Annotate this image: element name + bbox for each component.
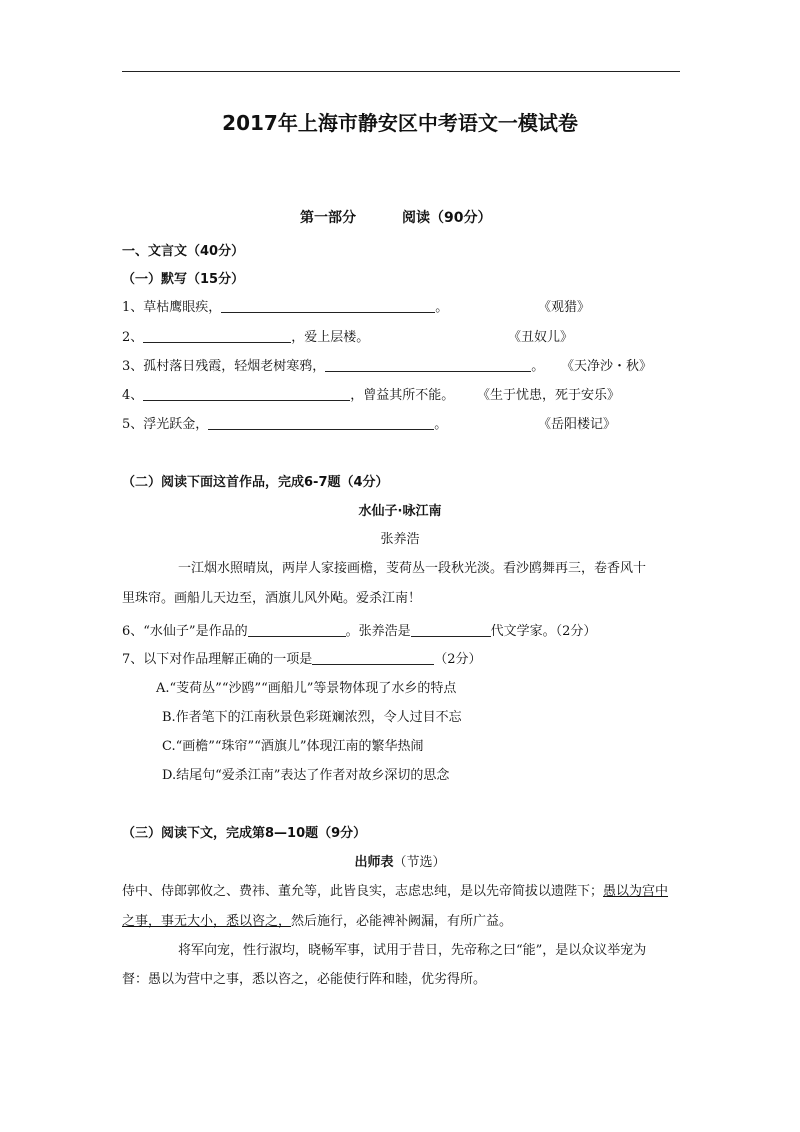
question-6 bbox=[122, 620, 596, 639]
q7-part-a: 7、以下对作品理解正确的一项是 bbox=[122, 652, 313, 667]
item-prompt: 5、浮光跃金， bbox=[122, 417, 209, 432]
answer-blank[interactable] bbox=[248, 621, 346, 637]
text-p2-line-1: 将军向宠，性行淑均，晓畅军事，试用于昔日，先帝称之曰“能”，是以众议举宠为 bbox=[178, 943, 647, 958]
p1-text: 然后施行，必能裨补阙漏，有所广益。 bbox=[291, 914, 513, 929]
subsection-heading-2: （二）阅读下面这首作品，完成6-7题（4分） bbox=[122, 475, 389, 490]
answer-blank[interactable] bbox=[325, 356, 531, 372]
item-prompt: 1、草枯鹰眼疾， bbox=[122, 300, 222, 315]
item-source: 《天净沙・秋》 bbox=[561, 359, 653, 374]
section-heading: 一、文言文（40分） bbox=[122, 244, 245, 259]
answer-blank[interactable] bbox=[312, 649, 434, 665]
part-label: 第一部分 bbox=[300, 210, 356, 226]
answer-blank[interactable] bbox=[143, 327, 291, 343]
dictation-item-3 bbox=[122, 355, 544, 374]
option-d: D.结尾句“爱杀江南”表达了作者对故乡深切的思念 bbox=[162, 768, 450, 783]
item-tail: ，曾益其所不能。 bbox=[350, 388, 455, 403]
q6-part-a: 6、“水仙子”是作品的 bbox=[122, 624, 248, 639]
option-b: B.作者笔下的江南秋景色彩斑斓浓烈，令人过目不忘 bbox=[162, 710, 462, 725]
p1-underlined: 愚以为宫中 bbox=[603, 884, 669, 899]
text-heading bbox=[0, 851, 800, 870]
poem-title: 水仙子·咏江南 bbox=[358, 504, 442, 519]
part-name: 阅读（90分） bbox=[402, 210, 492, 226]
text-p1-line-2 bbox=[122, 910, 512, 929]
text-note: （节选） bbox=[393, 855, 446, 870]
q6-part-c: 代文学家。（2分） bbox=[490, 624, 597, 639]
answer-blank[interactable] bbox=[221, 297, 435, 313]
item-source: 《岳阳楼记》 bbox=[538, 417, 617, 432]
item-tail: 。 bbox=[435, 300, 449, 315]
header-rule bbox=[122, 71, 680, 72]
option-a: A.“芰荷丛”“沙鸥”“画船儿”等景物体现了水乡的特点 bbox=[156, 681, 457, 696]
q6-part-b: 。张养浩是 bbox=[345, 624, 411, 639]
dictation-item-1 bbox=[122, 296, 448, 315]
dictation-item-5 bbox=[122, 413, 447, 432]
p1-underlined: 之事，事无大小，悉以咨之， bbox=[122, 914, 292, 929]
item-prompt: 4、 bbox=[122, 388, 144, 403]
q7-part-b: （2分） bbox=[434, 652, 482, 667]
question-7 bbox=[122, 648, 482, 667]
item-prompt: 3、孤村落日残霞，轻烟老树寒鸦， bbox=[122, 359, 326, 374]
p1-text: 侍中、侍郎郭攸之、费祎、董允等，此皆良实，志虑忠纯，是以先帝简拔以遗陛下； bbox=[122, 884, 604, 899]
poem-line-1: 一江烟水照晴岚，两岸人家接画檐，芰荷丛一段秋光淡。看沙鸥舞再三，卷香风十 bbox=[178, 561, 647, 576]
answer-blank[interactable] bbox=[143, 385, 350, 401]
text-title: 出师表 bbox=[354, 855, 394, 870]
item-tail: ，爱上层楼。 bbox=[291, 330, 370, 345]
dictation-item-2 bbox=[122, 326, 369, 345]
answer-blank[interactable] bbox=[411, 621, 491, 637]
page-title: 2017年上海市静安区中考语文一模试卷 bbox=[222, 111, 578, 135]
item-prompt: 2、 bbox=[122, 330, 144, 345]
item-tail: 。 bbox=[531, 359, 545, 374]
item-source: 《生于忧患，死于安乐》 bbox=[477, 388, 621, 403]
poem-line-2: 里珠帘。画船儿天边至，酒旗儿风外飐。爱杀江南！ bbox=[122, 591, 422, 606]
option-c: C.“画檐”“珠帘”“酒旗儿”体现江南的繁华热闹 bbox=[162, 739, 424, 754]
text-p1-line-1 bbox=[122, 880, 668, 899]
item-source: 《观猎》 bbox=[538, 300, 591, 315]
dictation-item-4 bbox=[122, 384, 454, 403]
subsection-heading-1: （一）默写（15分） bbox=[122, 272, 245, 287]
answer-blank[interactable] bbox=[208, 414, 434, 430]
subsection-heading-3: （三）阅读下文，完成第8—10题（9分） bbox=[122, 826, 367, 841]
text-p2-line-2: 督：愚以为营中之事，悉以咨之，必能使行阵和睦，优劣得所。 bbox=[122, 972, 487, 987]
poem-author: 张养浩 bbox=[380, 532, 420, 547]
item-source: 《丑奴儿》 bbox=[508, 330, 574, 345]
item-tail: 。 bbox=[434, 417, 448, 432]
